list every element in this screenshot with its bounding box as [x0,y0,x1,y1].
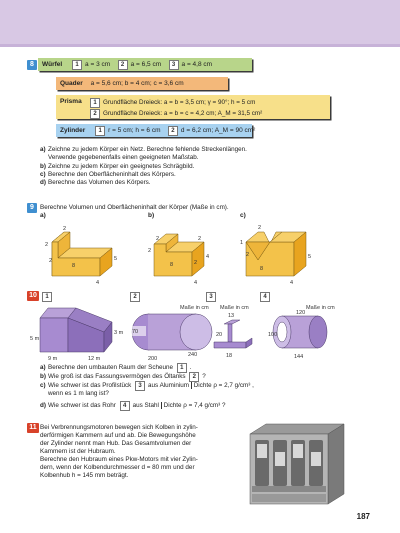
task11-line-3: der Zylinder nennt man Hub. Das Gesamtvolumen der [40,440,192,447]
dim-b-2: 2 [198,236,202,242]
task-number-9: 9 [27,203,37,213]
task10-d [40,401,226,411]
zylinder-label: Zylinder [60,127,86,134]
task-end: aus Stahl [132,402,159,409]
fig-a-solid [45,226,117,286]
density-note: Dichte ρ = 7,4 g/cm³ ? [161,402,226,409]
task-text: Wie schwer ist das Profilstück [48,382,132,389]
barn-solid [30,308,124,362]
zylinder-1: r = 5 cm; h = 6 cm [108,127,161,134]
sub-number: 3 [169,60,179,70]
dim-a-0: 2 [63,226,67,232]
dim-b-0: 2 [156,236,160,242]
dim-c-0: 2 [258,225,262,231]
oiltank-solid [130,305,212,362]
task-end: . [189,364,192,371]
fig-number-1: 1 [42,292,52,302]
density-note: Dichte ρ = 2,7 g/cm³ , [191,382,254,389]
sub-number: 1 [95,126,105,136]
barn-dim-2: 9 m [48,356,58,362]
task-number-8: 8 [27,60,37,70]
dim-a-3: 8 [72,263,76,269]
zylinder-2: d = 6,2 cm; A_M = 90 cm² [180,127,256,134]
task9-text: Berechne Volumen und Oberflächeninhalt der Körper (Maße in cm). [40,204,229,211]
task8-a2 [40,154,199,162]
task11-line-4: Kammern ist der Hubraum. [40,448,116,455]
oiltank-label: Maße in cm [180,305,209,311]
zylinder-band [56,124,256,137]
prisma-line-2-text: Grundfläche Dreieck: a = b = c = 4,2 cm; A_M = 31,5 cm² [103,110,263,117]
profile-dim-0: 13 [228,313,235,319]
task11-line-5: Berechne den Hubraum eines Pkw-Motors mit vier Zylin- [40,456,198,463]
sub-number: 2 [168,126,178,136]
dim-a-4: 5 [114,256,118,262]
fig-number-4: 4 [260,292,270,302]
task8-b [40,163,194,171]
oiltank-dim-2: 240 [188,352,198,358]
task8-c [40,171,176,179]
wuerfel-band [38,58,252,71]
fig-b-solid [148,234,209,286]
dim-a-5: 4 [96,280,100,286]
dim-c-5: 4 [290,280,294,286]
pipe-dim-0: 120 [296,310,306,316]
task-letter: a) [40,364,46,371]
dim-b-1: 2 [148,248,152,254]
task-letter: b) [40,163,46,170]
dim-a-1: 2 [45,242,49,248]
task8-d [40,179,151,187]
oiltank-dim-0: 70 [132,329,139,335]
task11-line-6: dern, wenn der Kolbendurchmesser d = 80 mm und der [40,464,195,471]
prisma-line-1 [88,98,255,108]
prisma-label: Prisma [60,98,82,105]
task-end: aus Aluminium [148,382,189,389]
fig-ref: 1 [177,363,187,373]
wuerfel-2: a = 6,5 cm [130,61,162,68]
sub-number: 2 [90,109,100,119]
profile-label: Maße in cm [220,305,249,311]
task-text: Zeichne zu jedem Körper ein Netz. Berechne fehlende Streckenlängen. [48,146,247,153]
task-text: Zeichne zu jedem Körper ein geeignetes Schrägbild. [48,163,195,170]
oiltank-dim-1: 200 [148,356,158,362]
sub-number: 2 [118,60,128,70]
pipe-dim-1: 100 [268,332,278,338]
dim-b-3: 8 [170,262,174,268]
fig-label-c: c) [240,212,246,219]
wuerfel-3: a = 4,8 cm [181,61,213,68]
header-band [0,0,400,44]
task-text: Berechne den Oberflächeninhalt des Körpers. [48,171,176,178]
task-text: Wie groß ist das Fassungsvermögen des Öltanks [48,373,186,380]
fig-number-3: 3 [206,292,216,302]
prisma-line-1-text: Grundfläche Dreieck: a = b = 3,5 cm; γ = 90°; h = 5 cm [103,99,256,106]
prisma-line-2 [88,109,262,119]
dim-a-2: 2 [49,258,53,264]
task-letter: b) [40,373,46,380]
dim-c-4: 5 [308,254,312,260]
quader-band [56,77,228,90]
task10-c2 [40,390,109,398]
dim-b-5: 2 [194,260,198,266]
fig-number-2: 2 [130,292,140,302]
engine-block-image [240,420,350,510]
pipe-label: Maße in cm [306,305,335,311]
task-number-10: 10 [27,291,39,301]
task11-line-7: Kolbenhub h = 145 mm beträgt. [40,472,129,479]
task-number-11: 11 [27,423,39,433]
task-letter: d) [40,179,46,186]
task-letter: c) [40,171,46,178]
header-strip [0,44,400,47]
wuerfel-label: Würfel [42,61,63,68]
wuerfel-1: a = 3 cm [85,61,111,68]
barn-dim-0: 5 m [30,336,40,342]
dim-b-6: 4 [194,280,198,286]
task-end: ? [202,373,206,380]
dim-c-1: 1 [240,240,244,246]
pipe-dim-2: 144 [294,354,304,360]
task-text: wenn es 1 m lang ist? [48,390,109,397]
fig-ref: 3 [135,381,145,391]
dim-c-2: 2 [246,252,250,258]
task8-a [40,146,247,154]
barn-dim-3: 12 m [88,356,101,362]
fig-ref: 2 [189,372,199,382]
sub-number: 1 [90,98,100,108]
task-text: Wie schwer ist das Rohr [48,402,116,409]
barn-dim-1: 3 m [114,330,124,336]
quader-label: Quader [60,80,83,87]
fig-c-solid [240,225,311,286]
dim-c-3: 8 [260,266,264,272]
profile-dim-2: 18 [226,353,233,359]
quader-text: a = 5,6 cm; b = 4 cm; c = 3,6 cm [90,80,184,87]
task-letter: c) [40,382,46,389]
task9-figures [40,220,340,286]
task-text: Verwende gegebenenfalls einen geeigneten Maßstab. [48,154,199,161]
task-letter: d) [40,402,46,409]
fig-label-b: b) [148,212,155,219]
task11-line-1: Bei Verbrennungsmotoren bewegen sich Kolben in zylin- [40,424,198,431]
profile-dim-1: 20 [216,332,223,338]
fig-label-a: a) [40,212,46,219]
sub-number: 1 [72,60,82,70]
task-letter: a) [40,146,46,153]
fig-ref: 4 [120,401,130,411]
task10-figures [28,300,340,362]
page-number: 187 [356,512,370,521]
dim-b-4: 4 [206,254,210,260]
pipe-solid [268,305,335,360]
task11-line-2: derförmigen Kammern auf und ab. Die Bewegungshöhe [40,432,196,439]
task-text: Berechne das Volumen des Körpers. [48,179,151,186]
profile-solid [214,305,252,359]
task-text: Berechne den umbauten Raum der Scheune [48,364,173,371]
